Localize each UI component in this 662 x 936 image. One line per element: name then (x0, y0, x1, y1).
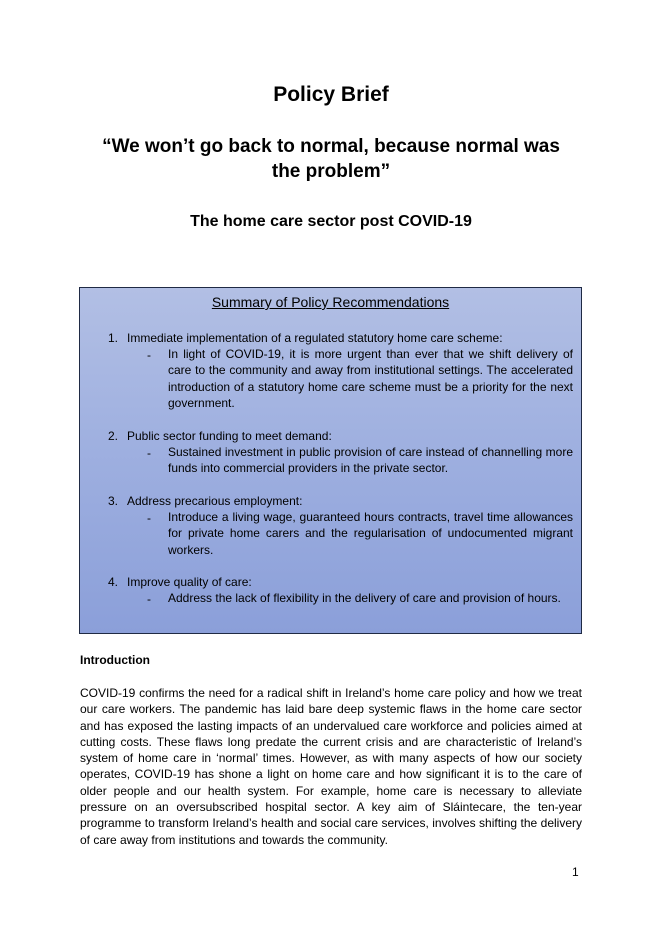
bullet-dash: - (147, 592, 151, 606)
recommendation-detail: Introduce a living wage, guaranteed hours contracts, travel time allowances for private home carers and the regularisation of undocumented migrant workers. (168, 510, 573, 557)
introduction-paragraph: COVID-19 confirms the need for a radical shift in Ireland’s home care policy and how we treat our care workers. The pandemic has laid bare deep systemic flaws in the home care sector and has exposed the lasting impacts of an undervalued care workforce and policies aimed at cutting costs. These flaws long predate the current crisis and are characteristic of Ireland’s system of home care in ‘normal’ times. However, as with many aspects of how our society operates, COVID-19 has shone a light on home care and how significant it is to the care of older people and our health system. For example, home care is necessary to alleviate pressure on an oversubscribed hospital sector. A key aim of Sláintecare, the ten-year programme to transform Ireland’s health and social care services, involves shifting the delivery of care away from institutions and towards the community. (80, 686, 582, 847)
recommendation-detail: Address the lack of flexibility in the delivery of care and provision of hours. (168, 591, 561, 605)
recommendation-number: 1. (108, 331, 119, 345)
bullet-dash: - (147, 348, 151, 362)
recommendation-heading-text: Immediate implementation of a regulated statutory home care scheme: (127, 331, 503, 345)
introduction-heading: Introduction (80, 653, 150, 667)
bullet-dash: - (147, 446, 151, 460)
recommendation-number: 3. (108, 494, 119, 508)
recommendation-detail: In light of COVID-19, it is more urgent than ever that we shift delivery of care to the community and away from institutional settings. The accelerated introduction of a statutory home care scheme must be a priority for the next government. (168, 347, 573, 410)
recommendation-heading-text: Address precarious employment: (127, 494, 303, 508)
bullet-dash: - (147, 511, 151, 525)
summary-title: Summary of Policy Recommendations (211, 294, 450, 310)
page-title: Policy Brief (273, 83, 389, 106)
recommendation-heading (108, 428, 332, 444)
recommendation-heading-text: Public sector funding to meet demand: (127, 429, 332, 443)
recommendation-number: 2. (108, 429, 119, 443)
recommendation-heading (108, 493, 302, 509)
page-subtitle: The home care sector post COVID-19 (190, 213, 472, 230)
recommendation-detail: Sustained investment in public provision of care instead of channelling more funds into commercial providers in the private sector. (168, 445, 573, 476)
recommendation-heading (108, 574, 252, 590)
recommendation-heading (108, 330, 503, 346)
recommendation-heading-text: Improve quality of care: (127, 575, 252, 589)
recommendation-number: 4. (108, 575, 119, 589)
summary-box (79, 287, 582, 634)
page-number: 1 (572, 865, 579, 879)
quote-heading: “We won’t go back to normal, because normal was the problem” (102, 136, 560, 182)
